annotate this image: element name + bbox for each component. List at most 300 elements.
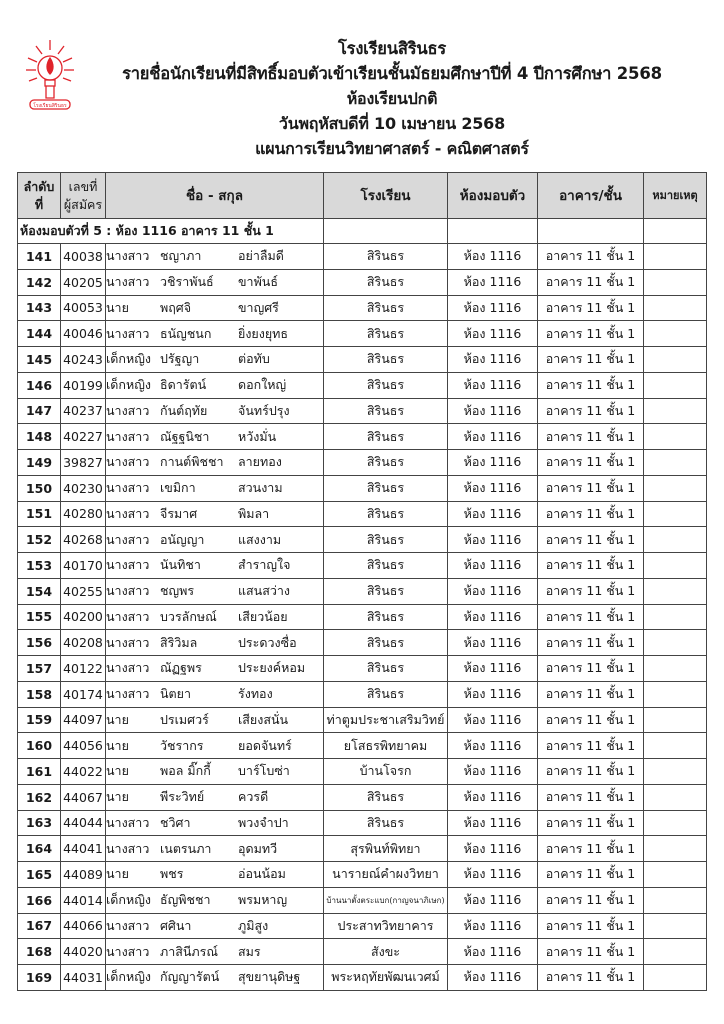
note-cell xyxy=(644,630,707,656)
seq-cell: 161 xyxy=(18,759,61,785)
last-name: สำราญใจ xyxy=(238,557,291,573)
first-name: วชิราพันธ์ xyxy=(160,274,214,290)
name-prefix: เด็กหญิง xyxy=(106,969,151,985)
name-prefix: นางสาว xyxy=(106,274,150,290)
room-cell: ห้อง 1116 xyxy=(448,475,538,501)
room-cell: ห้อง 1116 xyxy=(448,913,538,939)
name-prefix: นางสาว xyxy=(106,634,150,650)
column-header-name: ชื่อ - สกุล xyxy=(106,173,324,219)
application-no-cell: 40230 xyxy=(61,475,106,501)
section-row xyxy=(18,219,707,244)
name-prefix: นางสาว xyxy=(106,660,150,676)
table-row xyxy=(18,553,707,579)
application-no-cell: 40122 xyxy=(61,656,106,682)
school-cell: สิรินธร xyxy=(324,450,448,476)
building-cell: อาคาร 11 ชั้น 1 xyxy=(538,681,644,707)
application-no-cell: 40038 xyxy=(61,244,106,270)
building-cell: อาคาร 11 ชั้น 1 xyxy=(538,784,644,810)
name-prefix: นางสาว xyxy=(106,531,150,547)
table-row xyxy=(18,965,707,991)
last-name: ยิ่งยงยุทธ xyxy=(238,325,289,341)
school-cell: สิรินธร xyxy=(324,810,448,836)
room-cell: ห้อง 1116 xyxy=(448,836,538,862)
note-cell xyxy=(644,862,707,888)
application-no-cell: 44066 xyxy=(61,913,106,939)
last-name: ขาพันธ์ xyxy=(238,274,278,290)
first-name: ณัฏฐพร xyxy=(160,660,202,676)
seq-cell: 169 xyxy=(18,965,61,991)
name-prefix: เด็กหญิง xyxy=(106,351,151,367)
name-cell xyxy=(106,681,324,707)
table-row xyxy=(18,810,707,836)
name-cell xyxy=(106,578,324,604)
seq-cell: 147 xyxy=(18,398,61,424)
note-cell xyxy=(644,501,707,527)
table-row xyxy=(18,269,707,295)
room-cell: ห้อง 1116 xyxy=(448,656,538,682)
name-cell xyxy=(106,347,324,373)
table-row xyxy=(18,372,707,398)
name-cell xyxy=(106,450,324,476)
name-cell xyxy=(106,398,324,424)
note-cell xyxy=(644,733,707,759)
table-row xyxy=(18,939,707,965)
note-cell xyxy=(644,347,707,373)
school-cell: สิรินธร xyxy=(324,398,448,424)
school-cell: ท่าตูมประชาเสริมวิทย์ xyxy=(324,707,448,733)
name-cell xyxy=(106,887,324,913)
name-prefix: เด็กหญิง xyxy=(106,892,151,908)
last-name: ขาญศรี xyxy=(238,299,279,315)
last-name: สมร xyxy=(238,943,261,959)
building-cell: อาคาร 11 ชั้น 1 xyxy=(538,269,644,295)
application-no-cell: 44031 xyxy=(61,965,106,991)
table-row xyxy=(18,578,707,604)
name-prefix: นางสาว xyxy=(106,917,150,933)
application-no-cell: 40174 xyxy=(61,681,106,707)
application-no-cell: 40170 xyxy=(61,553,106,579)
building-cell: อาคาร 11 ชั้น 1 xyxy=(538,527,644,553)
first-name: พฤศจิ xyxy=(160,299,192,315)
last-name: ควรดี xyxy=(238,789,269,805)
first-name: ศศินา xyxy=(160,917,192,933)
school-cell: ยโสธรพิทยาคม xyxy=(324,733,448,759)
room-cell: ห้อง 1116 xyxy=(448,939,538,965)
room-cell: ห้อง 1116 xyxy=(448,269,538,295)
name-cell xyxy=(106,553,324,579)
note-cell xyxy=(644,244,707,270)
name-cell xyxy=(106,630,324,656)
first-name: จีรมาศ xyxy=(160,505,198,521)
table-row xyxy=(18,604,707,630)
name-cell xyxy=(106,269,324,295)
name-prefix: นางสาว xyxy=(106,402,150,418)
school-cell: ประสาทวิทยาคาร xyxy=(324,913,448,939)
first-name: ธัญพิชชา xyxy=(160,892,211,908)
name-prefix: นางสาว xyxy=(106,480,150,496)
last-name: ประยงค์หอม xyxy=(238,660,306,676)
table-row xyxy=(18,630,707,656)
first-name: เนตรนภา xyxy=(160,840,212,856)
school-cell: สิรินธร xyxy=(324,244,448,270)
name-prefix: นางสาว xyxy=(106,943,150,959)
application-no-cell: 39827 xyxy=(61,450,106,476)
name-cell xyxy=(106,244,324,270)
note-cell xyxy=(644,913,707,939)
room-cell: ห้อง 1116 xyxy=(448,733,538,759)
seq-cell: 151 xyxy=(18,501,61,527)
application-no-cell: 40208 xyxy=(61,630,106,656)
school-cell: บ้านโจรก xyxy=(324,759,448,785)
column-header-seq: ลำดับ ที่ xyxy=(18,173,61,219)
school-cell: นารายณ์คำผงวิทยา xyxy=(324,862,448,888)
seq-cell: 167 xyxy=(18,913,61,939)
seq-cell: 154 xyxy=(18,578,61,604)
name-prefix: นางสาว xyxy=(106,428,150,444)
school-cell: สิรินธร xyxy=(324,604,448,630)
first-name: ชญาภา xyxy=(160,248,202,264)
first-name: ชญพร xyxy=(160,583,195,599)
name-cell xyxy=(106,527,324,553)
first-name: นันทิชา xyxy=(160,557,201,573)
seq-cell: 163 xyxy=(18,810,61,836)
note-cell xyxy=(644,707,707,733)
note-cell xyxy=(644,965,707,991)
table-header-row xyxy=(18,173,707,219)
school-cell: สิรินธร xyxy=(324,424,448,450)
building-cell: อาคาร 11 ชั้น 1 xyxy=(538,450,644,476)
building-cell: อาคาร 11 ชั้น 1 xyxy=(538,733,644,759)
application-no-cell: 44022 xyxy=(61,759,106,785)
name-cell xyxy=(106,501,324,527)
last-name: แสงงาม xyxy=(238,531,282,547)
first-name: เขมิกา xyxy=(160,480,196,496)
room-cell: ห้อง 1116 xyxy=(448,887,538,913)
first-name: ธิดารัตน์ xyxy=(160,377,207,393)
note-cell xyxy=(644,398,707,424)
room-cell: ห้อง 1116 xyxy=(448,810,538,836)
last-name: ลายทอง xyxy=(238,454,282,470)
name-cell xyxy=(106,707,324,733)
building-cell: อาคาร 11 ชั้น 1 xyxy=(538,630,644,656)
note-cell xyxy=(644,656,707,682)
seq-cell: 168 xyxy=(18,939,61,965)
first-name: วัชรากร xyxy=(160,737,204,753)
note-cell xyxy=(644,321,707,347)
room-cell: ห้อง 1116 xyxy=(448,681,538,707)
room-cell: ห้อง 1116 xyxy=(448,321,538,347)
name-prefix: นางสาว xyxy=(106,686,150,702)
document-title: รายชื่อนักเรียนที่มีสิทธิ์มอบตัวเข้าเรียนชั้นมัธยมศึกษาปีที่ 4 ปีการศึกษา 2568 xyxy=(122,64,662,83)
last-name: พรมหาญ xyxy=(238,892,288,908)
room-cell: ห้อง 1116 xyxy=(448,424,538,450)
name-cell xyxy=(106,759,324,785)
last-name: แสนสว่าง xyxy=(238,583,291,599)
school-cell: สิรินธร xyxy=(324,784,448,810)
column-header-building: อาคาร/ชั้น xyxy=(538,173,644,219)
application-no-cell: 44014 xyxy=(61,887,106,913)
column-header-application-no: เลขที่ ผู้สมัคร xyxy=(61,173,106,219)
last-name: อ่อนน้อม xyxy=(238,866,286,882)
building-cell: อาคาร 11 ชั้น 1 xyxy=(538,656,644,682)
application-no-cell: 44067 xyxy=(61,784,106,810)
document-header xyxy=(60,36,724,161)
name-prefix: นางสาว xyxy=(106,840,150,856)
application-no-cell: 40200 xyxy=(61,604,106,630)
seq-cell: 152 xyxy=(18,527,61,553)
seq-cell: 156 xyxy=(18,630,61,656)
room-cell: ห้อง 1116 xyxy=(448,604,538,630)
application-no-cell: 40053 xyxy=(61,295,106,321)
last-name: ต่อทับ xyxy=(238,351,270,367)
note-cell xyxy=(644,295,707,321)
name-prefix: นาย xyxy=(106,711,129,727)
building-cell: อาคาร 11 ชั้น 1 xyxy=(538,372,644,398)
name-cell xyxy=(106,372,324,398)
school-cell: สิรินธร xyxy=(324,321,448,347)
table-row xyxy=(18,862,707,888)
last-name: พวงจำปา xyxy=(238,814,289,830)
table-row xyxy=(18,656,707,682)
building-cell: อาคาร 11 ชั้น 1 xyxy=(538,347,644,373)
seq-cell: 153 xyxy=(18,553,61,579)
name-prefix: นางสาว xyxy=(106,248,150,264)
table-row xyxy=(18,913,707,939)
seq-cell: 164 xyxy=(18,836,61,862)
name-prefix: นางสาว xyxy=(106,608,150,624)
building-cell: อาคาร 11 ชั้น 1 xyxy=(538,295,644,321)
school-cell: สังขะ xyxy=(324,939,448,965)
seq-cell: 141 xyxy=(18,244,61,270)
name-cell xyxy=(106,965,324,991)
note-cell xyxy=(644,475,707,501)
building-cell: อาคาร 11 ชั้น 1 xyxy=(538,836,644,862)
first-name: ชวิศา xyxy=(160,814,191,830)
note-cell xyxy=(644,450,707,476)
application-no-cell: 40227 xyxy=(61,424,106,450)
table-row xyxy=(18,733,707,759)
name-prefix: นาย xyxy=(106,299,129,315)
table-row xyxy=(18,295,707,321)
school-cell: บ้านนาตั้งตระแบก(กาญจนาภิเษก) xyxy=(324,887,448,913)
name-prefix: นางสาว xyxy=(106,814,150,830)
room-cell: ห้อง 1116 xyxy=(448,501,538,527)
building-cell: อาคาร 11 ชั้น 1 xyxy=(538,965,644,991)
name-prefix: นาย xyxy=(106,737,129,753)
application-no-cell: 40046 xyxy=(61,321,106,347)
seq-cell: 165 xyxy=(18,862,61,888)
note-cell xyxy=(644,604,707,630)
name-cell xyxy=(106,321,324,347)
school-name: โรงเรียนสิรินธร xyxy=(338,39,446,58)
application-no-cell: 40199 xyxy=(61,372,106,398)
building-cell: อาคาร 11 ชั้น 1 xyxy=(538,862,644,888)
name-prefix: นาย xyxy=(106,763,129,779)
building-cell: อาคาร 11 ชั้น 1 xyxy=(538,604,644,630)
building-cell: อาคาร 11 ชั้น 1 xyxy=(538,553,644,579)
student-roster-table xyxy=(17,172,707,991)
school-cell: สิรินธร xyxy=(324,475,448,501)
name-prefix: เด็กหญิง xyxy=(106,377,151,393)
table-row xyxy=(18,707,707,733)
seq-cell: 148 xyxy=(18,424,61,450)
table-row xyxy=(18,450,707,476)
note-cell xyxy=(644,784,707,810)
table-row xyxy=(18,759,707,785)
building-cell: อาคาร 11 ชั้น 1 xyxy=(538,939,644,965)
first-name: พีระวิทย์ xyxy=(160,789,205,805)
school-cell: สิรินธร xyxy=(324,372,448,398)
seq-cell: 149 xyxy=(18,450,61,476)
table-row xyxy=(18,784,707,810)
building-cell: อาคาร 11 ชั้น 1 xyxy=(538,244,644,270)
last-name: หวังมั่น xyxy=(238,428,277,444)
room-cell: ห้อง 1116 xyxy=(448,372,538,398)
note-cell xyxy=(644,578,707,604)
name-cell xyxy=(106,913,324,939)
name-cell xyxy=(106,733,324,759)
room-cell: ห้อง 1116 xyxy=(448,578,538,604)
room-cell: ห้อง 1116 xyxy=(448,630,538,656)
table-row xyxy=(18,347,707,373)
name-cell xyxy=(106,836,324,862)
last-name: เสียงสนั่น xyxy=(238,711,289,727)
table-row xyxy=(18,398,707,424)
column-header-note: หมายเหตุ xyxy=(644,173,707,219)
table-row xyxy=(18,681,707,707)
name-cell xyxy=(106,424,324,450)
first-name: กัญญารัตน์ xyxy=(160,969,220,985)
name-cell xyxy=(106,939,324,965)
name-cell xyxy=(106,784,324,810)
building-cell: อาคาร 11 ชั้น 1 xyxy=(538,424,644,450)
last-name: อย่าลืมดี xyxy=(238,248,284,264)
column-header-room: ห้องมอบตัว xyxy=(448,173,538,219)
note-cell xyxy=(644,887,707,913)
name-prefix: นางสาว xyxy=(106,505,150,521)
first-name: นิตยา xyxy=(160,686,192,702)
room-cell: ห้อง 1116 xyxy=(448,784,538,810)
building-cell: อาคาร 11 ชั้น 1 xyxy=(538,759,644,785)
seq-cell: 146 xyxy=(18,372,61,398)
last-name: บาร์โบซ่า xyxy=(238,763,290,779)
last-name: อุดมทวี xyxy=(238,840,278,856)
first-name: ปรเมศวร์ xyxy=(160,711,209,727)
name-prefix: นาย xyxy=(106,866,129,882)
application-no-cell: 40280 xyxy=(61,501,106,527)
seq-cell: 142 xyxy=(18,269,61,295)
note-cell xyxy=(644,939,707,965)
school-cell: สิรินธร xyxy=(324,578,448,604)
room-cell: ห้อง 1116 xyxy=(448,450,538,476)
last-name: รังทอง xyxy=(238,686,273,702)
seq-cell: 144 xyxy=(18,321,61,347)
application-no-cell: 44041 xyxy=(61,836,106,862)
study-plan: แผนการเรียนวิทยาศาสตร์ - คณิตศาสตร์ xyxy=(255,139,529,158)
room-cell: ห้อง 1116 xyxy=(448,527,538,553)
name-prefix: นางสาว xyxy=(106,325,150,341)
application-no-cell: 44044 xyxy=(61,810,106,836)
table-row xyxy=(18,527,707,553)
room-cell: ห้อง 1116 xyxy=(448,347,538,373)
school-cell: สุรพินท์พิทยา xyxy=(324,836,448,862)
name-prefix: นางสาว xyxy=(106,557,150,573)
building-cell: อาคาร 11 ชั้น 1 xyxy=(538,707,644,733)
application-no-cell: 44097 xyxy=(61,707,106,733)
note-cell xyxy=(644,527,707,553)
column-header-school: โรงเรียน xyxy=(324,173,448,219)
note-cell xyxy=(644,372,707,398)
school-cell: สิรินธร xyxy=(324,630,448,656)
seq-cell: 158 xyxy=(18,681,61,707)
last-name: ยอดจันทร์ xyxy=(238,737,292,753)
school-cell: สิรินธร xyxy=(324,656,448,682)
seq-cell: 145 xyxy=(18,347,61,373)
seq-cell: 157 xyxy=(18,656,61,682)
application-no-cell: 40255 xyxy=(61,578,106,604)
seq-cell: 155 xyxy=(18,604,61,630)
seq-cell: 162 xyxy=(18,784,61,810)
room-cell: ห้อง 1116 xyxy=(448,759,538,785)
name-cell xyxy=(106,810,324,836)
name-cell xyxy=(106,475,324,501)
section-label: ห้องมอบตัวที่ 5 : ห้อง 1116 อาคาร 11 ชั้น 1 xyxy=(18,219,324,244)
building-cell: อาคาร 11 ชั้น 1 xyxy=(538,475,644,501)
building-cell: อาคาร 11 ชั้น 1 xyxy=(538,398,644,424)
application-no-cell: 40205 xyxy=(61,269,106,295)
note-cell xyxy=(644,424,707,450)
name-prefix: นางสาว xyxy=(106,454,150,470)
room-cell: ห้อง 1116 xyxy=(448,553,538,579)
report-date: วันพฤหัสบดีที่ 10 เมษายน 2568 xyxy=(278,114,506,133)
application-no-cell: 40243 xyxy=(61,347,106,373)
last-name: ภูมิสูง xyxy=(238,917,269,933)
room-cell: ห้อง 1116 xyxy=(448,965,538,991)
school-cell: สิรินธร xyxy=(324,347,448,373)
first-name: ธนัญชนก xyxy=(160,325,212,341)
application-no-cell: 44089 xyxy=(61,862,106,888)
table-row xyxy=(18,501,707,527)
building-cell: อาคาร 11 ชั้น 1 xyxy=(538,810,644,836)
room-cell: ห้อง 1116 xyxy=(448,295,538,321)
table-row xyxy=(18,836,707,862)
seq-cell: 143 xyxy=(18,295,61,321)
school-cell: สิรินธร xyxy=(324,295,448,321)
first-name: ปรัฐญา xyxy=(160,351,200,367)
school-cell: สิรินธร xyxy=(324,527,448,553)
application-no-cell: 40237 xyxy=(61,398,106,424)
first-name: กันต์ฤทัย xyxy=(160,402,208,418)
first-name: กานต์พิชชา xyxy=(160,454,224,470)
program-type: ห้องเรียนปกติ xyxy=(346,89,438,108)
note-cell xyxy=(644,269,707,295)
room-cell: ห้อง 1116 xyxy=(448,862,538,888)
building-cell: อาคาร 11 ชั้น 1 xyxy=(538,501,644,527)
name-prefix: นางสาว xyxy=(106,583,150,599)
first-name: ภาสินีภรณ์ xyxy=(160,943,218,959)
table-row xyxy=(18,424,707,450)
table-row xyxy=(18,475,707,501)
room-cell: ห้อง 1116 xyxy=(448,398,538,424)
last-name: พิมลา xyxy=(238,505,270,521)
table-row xyxy=(18,244,707,270)
table-row xyxy=(18,321,707,347)
last-name: จันทร์ปรุง xyxy=(238,402,290,418)
application-no-cell: 44056 xyxy=(61,733,106,759)
school-cell: สิรินธร xyxy=(324,553,448,579)
first-name: พอล มิ๊กกี้ xyxy=(160,763,211,779)
building-cell: อาคาร 11 ชั้น 1 xyxy=(538,913,644,939)
